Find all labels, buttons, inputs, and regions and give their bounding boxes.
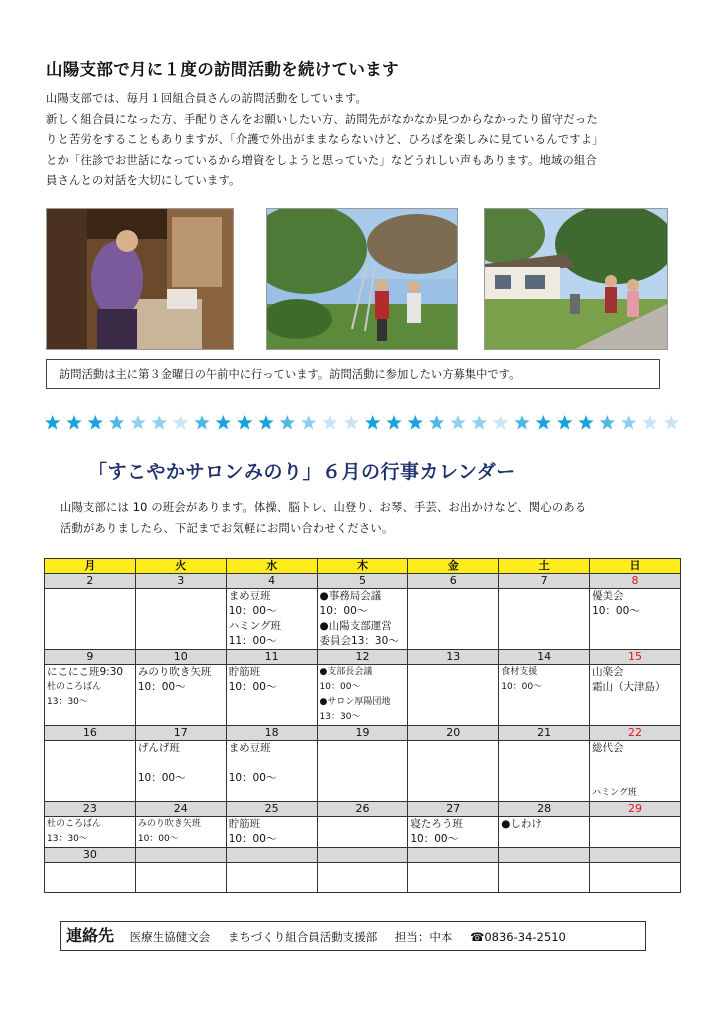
calendar-date <box>408 848 499 863</box>
calendar-date: 17 <box>135 726 226 741</box>
calendar-date: 27 <box>408 802 499 817</box>
calendar-event-line: 10：00～ <box>137 772 186 784</box>
calendar-event-line: ●支部長会議 <box>319 667 373 677</box>
calendar-event-line <box>592 756 678 771</box>
star-icon <box>536 415 551 429</box>
calendar-date <box>226 848 317 863</box>
calendar-day-cell <box>317 665 408 726</box>
weekday-header: 日 <box>590 559 681 574</box>
star-icon <box>472 415 487 429</box>
calendar-day-cell <box>499 665 590 726</box>
calendar-date: 19 <box>317 726 408 741</box>
calendar-event-line: 杜のころばん <box>47 682 102 692</box>
calendar-event-line: みのり吹き矢班 <box>137 819 201 829</box>
intro-line: 新しく組合員になった方、手配りさんをお願いしたい方、訪問先がなかなか見つからなかったり留守だった <box>46 112 598 126</box>
calendar-day-cell <box>408 589 499 650</box>
calendar-event-line <box>138 756 224 771</box>
calendar-event-line: 10：00～ <box>319 682 361 692</box>
calendar-event-line: 寝たろう班 <box>410 818 463 830</box>
visit-note: 訪問活動は主に第３金曜日の午前中に行っています。訪問活動に参加したい方募集中です。 <box>46 359 660 389</box>
photo-doorway-visit <box>46 208 234 350</box>
calendar-date: 6 <box>408 574 499 589</box>
calendar-day-cell <box>135 817 226 848</box>
calendar-event-line: 10：00～ <box>319 605 368 617</box>
calendar-event-line: 11：00～ <box>228 635 277 647</box>
calendar-event-line: みのり吹き矢班 <box>137 666 212 678</box>
calendar-day-cell <box>590 817 681 848</box>
star-icon <box>344 415 359 429</box>
calendar-event-line: にこにこ班9:30 <box>47 666 124 678</box>
calendar-event-line: 貯筋班 <box>228 818 261 830</box>
star-icon <box>557 415 572 429</box>
calendar-date: 7 <box>499 574 590 589</box>
calendar-date: 15 <box>590 650 681 665</box>
star-icon <box>194 415 209 429</box>
calendar-header-row <box>45 559 681 574</box>
star-icon <box>322 415 337 429</box>
calendar-date <box>590 848 681 863</box>
star-icon <box>429 415 444 429</box>
calendar-event-row <box>45 665 681 726</box>
calendar-day-cell <box>499 741 590 802</box>
star-icon <box>152 415 167 429</box>
calendar-day-cell <box>590 589 681 650</box>
contact-org: 医療生協健文会 <box>129 930 211 944</box>
calendar-day-cell <box>226 665 317 726</box>
salon-intro-line: 山陽支部には 10 の班会があります。体操、脳トレ、山登り、お琴、手芸、お出かけなど、関心のある <box>60 501 587 514</box>
calendar-event-line: 10：00～ <box>592 605 640 617</box>
calendar-day-cell <box>317 741 408 802</box>
star-icon <box>493 415 508 429</box>
calendar-date: 16 <box>45 726 136 741</box>
calendar-day-cell <box>135 741 226 802</box>
calendar-date: 22 <box>590 726 681 741</box>
calendar-day-cell <box>226 817 317 848</box>
calendar-date <box>499 848 590 863</box>
calendar-event-line: 10：00～ <box>228 833 277 845</box>
calendar-date: 10 <box>135 650 226 665</box>
star-icon <box>173 415 188 429</box>
star-icon <box>642 415 657 429</box>
intro-paragraph <box>46 89 676 192</box>
star-icon <box>578 415 593 429</box>
calendar-day-cell <box>499 817 590 848</box>
calendar-event-row <box>45 817 681 848</box>
calendar-date: 30 <box>45 848 136 863</box>
calendar-date: 28 <box>499 802 590 817</box>
calendar-event-line: 委員会13：30～ <box>319 635 399 647</box>
calendar-event-row <box>45 741 681 802</box>
contact-dept: まちづくり組合員活動支援部 <box>227 930 378 944</box>
calendar-event-line: げんげ班 <box>137 742 180 754</box>
star-icon <box>109 415 124 429</box>
calendar-date-row <box>45 802 681 817</box>
calendar-day-cell <box>408 817 499 848</box>
calendar-date: 13 <box>408 650 499 665</box>
calendar-date: 11 <box>226 650 317 665</box>
calendar-date: 24 <box>135 802 226 817</box>
salon-intro-line: 活動がありましたら、下記までお気軽にお問い合わせください。 <box>60 522 394 535</box>
calendar-event-line: 13：30～ <box>319 712 361 722</box>
star-icon <box>301 415 316 429</box>
page-heading: 山陽支部で月に１度の訪問活動を続けています <box>46 60 399 79</box>
calendar-date: 4 <box>226 574 317 589</box>
star-icon <box>365 415 380 429</box>
calendar-day-cell <box>226 863 317 893</box>
star-icon <box>237 415 252 429</box>
calendar-date: 29 <box>590 802 681 817</box>
contact-phone: ☎0836-34-2510 <box>470 930 566 944</box>
calendar-day-cell <box>135 863 226 893</box>
calendar-date-row <box>45 574 681 589</box>
intro-line: 員さんとの対話を大切にしています。 <box>46 174 241 187</box>
calendar-day-cell <box>45 589 136 650</box>
star-icon <box>408 415 423 429</box>
intro-line: 山陽支部では、毎月１回組合員さんの訪問活動をしています。 <box>46 92 368 105</box>
calendar-date: 8 <box>590 574 681 589</box>
calendar-day-cell <box>317 817 408 848</box>
calendar-event-line: 13：30～ <box>47 834 88 844</box>
calendar-event-line: 食材支援 <box>501 667 538 677</box>
star-icon <box>88 415 103 429</box>
calendar-day-cell <box>317 863 408 893</box>
star-icon <box>45 415 60 429</box>
weekday-header: 土 <box>499 559 590 574</box>
calendar-event-line <box>592 771 678 786</box>
calendar-day-cell <box>45 741 136 802</box>
calendar-event-line: 10：00～ <box>137 681 186 693</box>
star-icon <box>386 415 401 429</box>
calendar-event-line: 優美会 <box>592 590 624 602</box>
calendar-day-cell <box>45 665 136 726</box>
weekday-header: 水 <box>226 559 317 574</box>
calendar-day-cell <box>408 741 499 802</box>
calendar-event-line: ●サロン厚陽団地 <box>319 697 391 707</box>
weekday-header: 木 <box>317 559 408 574</box>
calendar-event-row <box>45 863 681 893</box>
calendar-day-cell <box>499 589 590 650</box>
calendar-date: 3 <box>135 574 226 589</box>
star-icon <box>514 415 529 429</box>
calendar-date: 20 <box>408 726 499 741</box>
calendar-date: 18 <box>226 726 317 741</box>
calendar-event-line: 杜のころばん <box>47 819 102 829</box>
calendar-date-row <box>45 726 681 741</box>
calendar-day-cell <box>590 741 681 802</box>
intro-line: とか「往診でお世話になっているから増資をしようと思っていた」などうれしい声もあります。地域の組合 <box>46 153 597 167</box>
calendar-event-line: 10：00～ <box>410 833 459 845</box>
calendar-day-cell <box>226 589 317 650</box>
calendar-date-row <box>45 848 681 863</box>
calendar-day-cell <box>45 863 136 893</box>
calendar-event-line: まめ豆班 <box>228 742 271 754</box>
intro-line: りと苦労をすることもありますが、「介護で外出がままならないけど、ひろばを楽しみに見ているんですよ」 <box>46 133 604 146</box>
star-icon <box>280 415 295 429</box>
calendar-event-row <box>45 589 681 650</box>
star-icon <box>258 415 273 429</box>
star-divider <box>42 413 682 433</box>
weekday-header: 月 <box>45 559 136 574</box>
calendar-event-line: 山楽会 <box>592 666 624 678</box>
contact-person: 担当：中本 <box>394 930 453 944</box>
calendar-date: 14 <box>499 650 590 665</box>
calendar-day-cell <box>317 589 408 650</box>
calendar-date <box>135 848 226 863</box>
weekday-header: 火 <box>135 559 226 574</box>
calendar-date: 5 <box>317 574 408 589</box>
event-calendar <box>44 558 681 893</box>
calendar-event-line: 10：00～ <box>228 605 277 617</box>
star-icon <box>66 415 81 429</box>
calendar-day-cell <box>499 863 590 893</box>
calendar-day-cell <box>135 665 226 726</box>
calendar-day-cell <box>408 665 499 726</box>
star-icon <box>130 415 145 429</box>
calendar-event-line: 霜山（大津島） <box>592 681 666 693</box>
calendar-event-line: 総代会 <box>592 742 624 754</box>
calendar-event-line: 10：00～ <box>137 834 179 844</box>
calendar-event-line: まめ豆班 <box>228 590 271 602</box>
contact-label: 連絡先 <box>66 926 115 945</box>
calendar-event-line: ●事務局会議 <box>319 590 382 602</box>
calendar-day-cell <box>590 665 681 726</box>
calendar-date <box>317 848 408 863</box>
calendar-event-line: 10：00～ <box>228 772 277 784</box>
calendar-event-line: 10：00～ <box>228 681 277 693</box>
calendar-day-cell <box>45 817 136 848</box>
calendar-date: 2 <box>45 574 136 589</box>
photo-garden-visit <box>266 208 458 350</box>
calendar-date: 25 <box>226 802 317 817</box>
star-icon <box>600 415 615 429</box>
calendar-date: 12 <box>317 650 408 665</box>
calendar-day-cell <box>226 741 317 802</box>
calendar-event-line: 10：00～ <box>501 682 543 692</box>
weekday-header: 金 <box>408 559 499 574</box>
calendar-event-line: 貯筋班 <box>228 666 261 678</box>
salon-intro <box>60 497 680 539</box>
calendar-day-cell <box>135 589 226 650</box>
star-icon <box>450 415 465 429</box>
calendar-date: 26 <box>317 802 408 817</box>
calendar-event-line: ●山陽支部運営 <box>319 620 392 632</box>
star-icon <box>664 415 679 429</box>
calendar-date: 21 <box>499 726 590 741</box>
star-icon <box>216 415 231 429</box>
salon-title: 「すこやかサロンみのり」６月の行事カレンダー <box>88 461 516 483</box>
calendar-day-cell <box>408 863 499 893</box>
calendar-event-line <box>229 756 315 771</box>
calendar-event-line: ハミング班 <box>228 620 281 632</box>
calendar-date: 9 <box>45 650 136 665</box>
photo-house-visit <box>484 208 668 350</box>
calendar-event-line: 13：30～ <box>47 697 88 707</box>
calendar-day-cell <box>590 863 681 893</box>
calendar-date: 23 <box>45 802 136 817</box>
calendar-date-row <box>45 650 681 665</box>
star-icon <box>621 415 636 429</box>
calendar-event-line: ●しわけ <box>501 818 542 830</box>
calendar-event-line: ハミング班 <box>592 788 637 798</box>
contact-box <box>60 921 646 951</box>
